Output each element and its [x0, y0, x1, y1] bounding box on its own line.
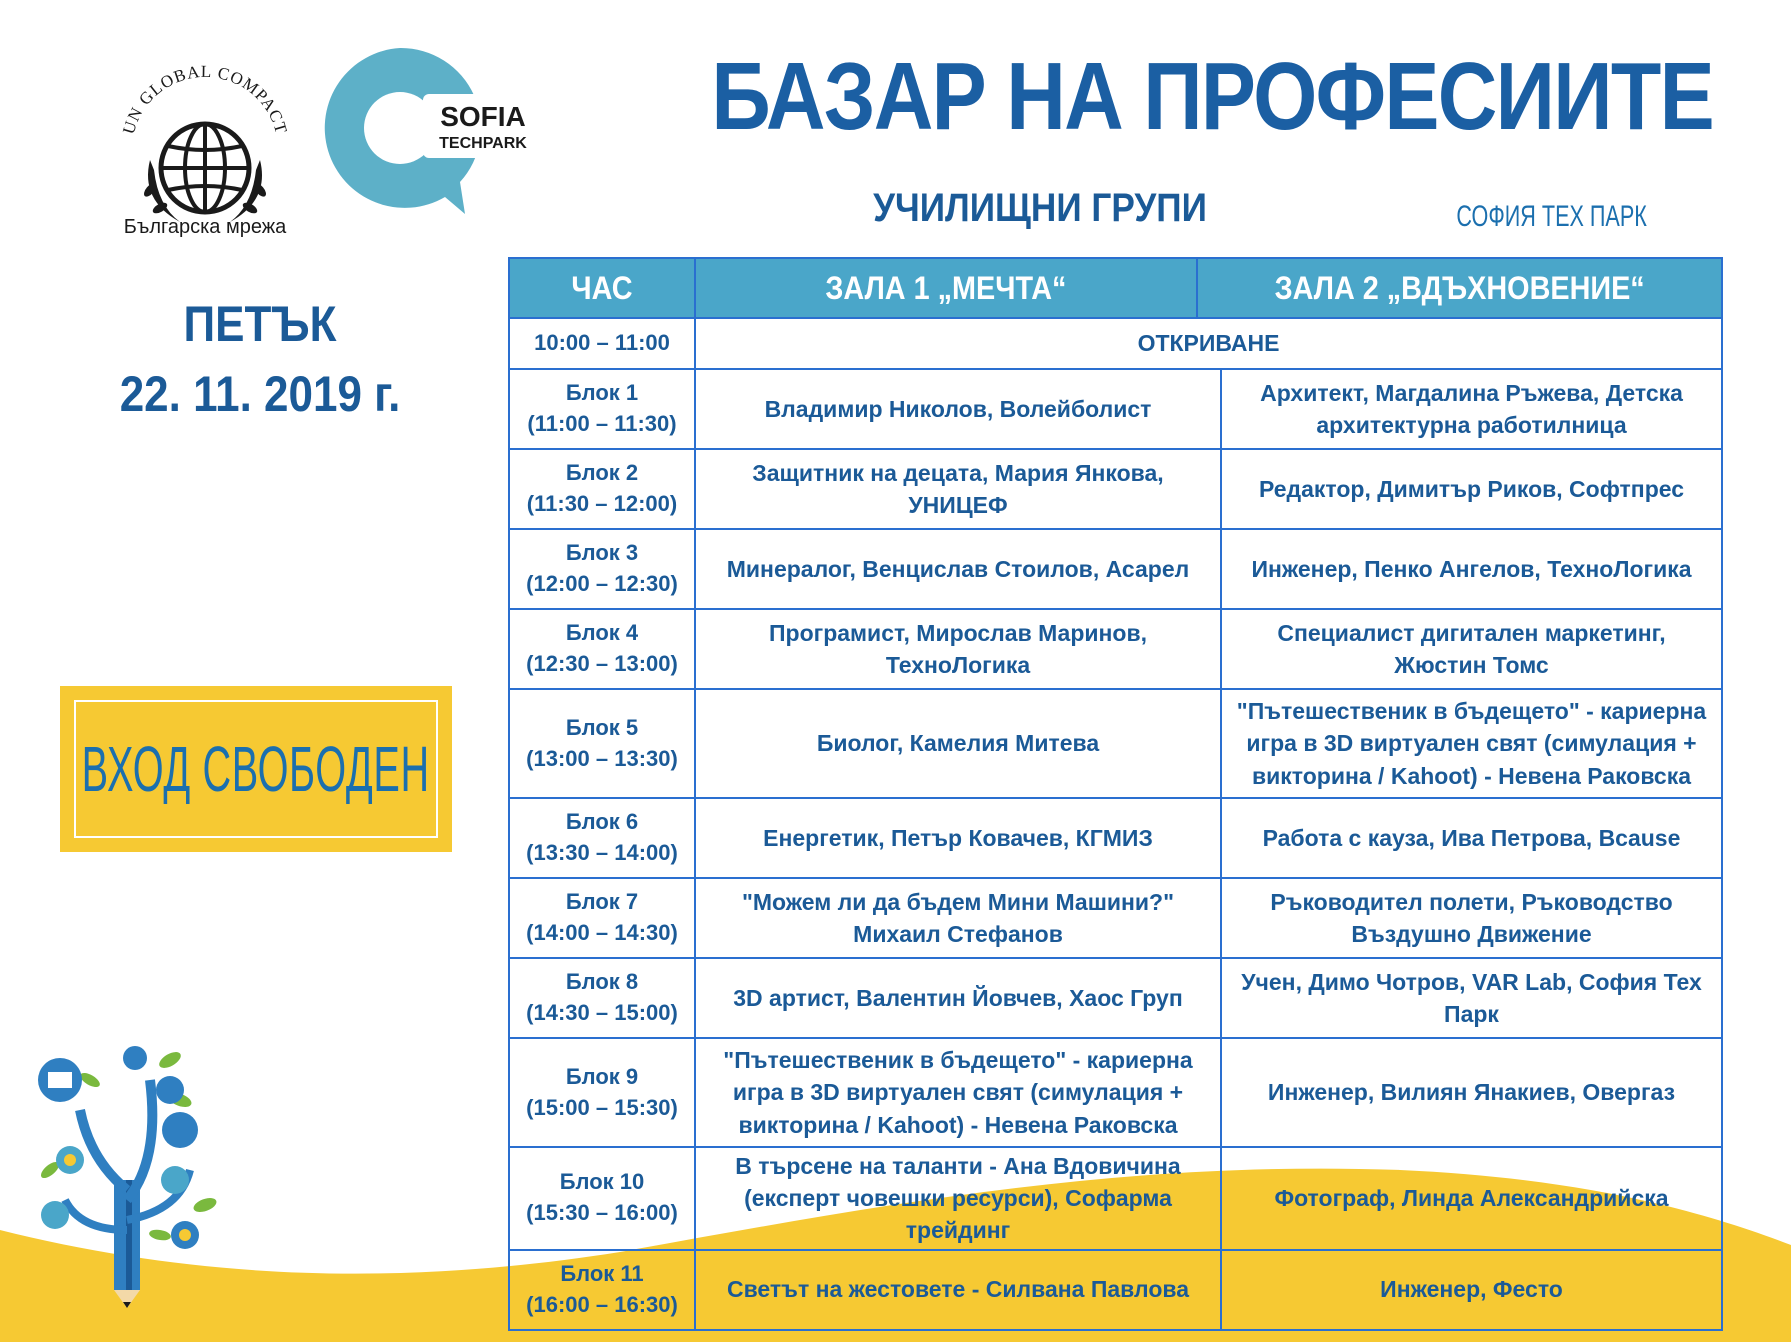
free-entry-badge-frame	[74, 700, 438, 838]
hall2-session: Учен, Димо Чотров, VAR Lab, София Тех Парк	[1221, 958, 1722, 1038]
hall1-session: Владимир Николов, Волейболист	[695, 369, 1221, 449]
globe-icon	[161, 124, 249, 212]
table-row	[509, 609, 1722, 689]
hall2-session: Работа с кауза, Ива Петрова, Bcause	[1221, 798, 1722, 878]
hall1-session: Светът на жестовете - Силвана Павлова	[695, 1250, 1221, 1330]
block-time-cell: Блок 11 (16:00 – 16:30)	[509, 1250, 695, 1330]
column-header-halls	[695, 258, 1722, 318]
block-time-cell: Блок 4 (12:30 – 13:00)	[509, 609, 695, 689]
table-row	[509, 798, 1722, 878]
table-row	[509, 1038, 1722, 1147]
table-row	[509, 958, 1722, 1038]
block-time-cell: Блок 5 (13:00 – 13:30)	[509, 689, 695, 798]
career-tree-illustration	[30, 1040, 230, 1310]
hall2-session: Инженер, Фесто	[1221, 1250, 1722, 1330]
schedule-table	[508, 257, 1723, 1331]
free-entry-label: ВХОД СВОБОДЕН	[81, 733, 431, 805]
hall2-session: Инженер, Вилиян Янакиев, Овергаз	[1221, 1038, 1722, 1147]
block-time-cell: Блок 2 (11:30 – 12:00)	[509, 449, 695, 529]
block-time-cell: Блок 10 (15:30 – 16:00)	[509, 1147, 695, 1250]
schedule-header-row	[509, 258, 1722, 318]
hall2-session: "Пътешественик в бъдещето" - кариерна игра в 3D виртуален свят (симулация + викторина / Kahoot) - Невена Раковска	[1221, 689, 1722, 798]
table-row	[509, 1147, 1722, 1250]
hall1-session: 3D артист, Валентин Йовчев, Хаос Груп	[695, 958, 1221, 1038]
block-time-cell: Блок 1 (11:00 – 11:30)	[509, 369, 695, 449]
column-header-hall1: ЗАЛА 1 „МЕЧТА“	[696, 259, 1198, 317]
sofia-techpark-line1: SOFIA	[440, 101, 526, 132]
hall1-session: Минералог, Венцислав Стоилов, Асарел	[695, 529, 1221, 609]
hall2-session: Ръководител полети, Ръководство Въздушно Движение	[1221, 878, 1722, 958]
block-time-cell: Блок 9 (15:00 – 15:30)	[509, 1038, 695, 1147]
block-time-cell: Блок 7 (14:00 – 14:30)	[509, 878, 695, 958]
ungc-caption: Българска мрежа	[123, 216, 287, 238]
block-time-cell: Блок 3 (12:00 – 12:30)	[509, 529, 695, 609]
block-time-cell: Блок 6 (13:30 – 14:00)	[509, 798, 695, 878]
hall2-session: Архитект, Магдалина Ръжева, Детска архитектурна работилница	[1221, 369, 1722, 449]
hall1-session: "Можем ли да бъдем Мини Машини?" Михаил Стефанов	[695, 878, 1221, 958]
hall2-session: Редактор, Димитър Риков, Софтпрес	[1221, 449, 1722, 529]
ungc-arc-text: UN GLOBAL COMPACT	[118, 61, 292, 137]
hall2-session: Фотограф, Линда Александрийска	[1221, 1147, 1722, 1250]
column-header-time: ЧАС	[509, 258, 695, 318]
hall2-session: Специалист дигитален маркетинг, Жюстин Томс	[1221, 609, 1722, 689]
sofia-techpark-logo	[315, 42, 540, 217]
un-global-compact-logo	[110, 40, 300, 240]
table-row	[509, 689, 1722, 798]
hall1-session: В търсене на таланти - Ана Вдовичина (експерт човешки ресурси), Софарма трейдинг	[695, 1147, 1221, 1250]
hall1-session: Програмист, Мирослав Маринов, ТехноЛогика	[695, 609, 1221, 689]
table-row	[509, 529, 1722, 609]
table-row	[509, 1250, 1722, 1330]
opening-row	[509, 318, 1722, 369]
page-subtitle: УЧИЛИЩНИ ГРУПИ	[873, 186, 1207, 230]
sofia-techpark-line2: TECHPARK	[439, 135, 527, 152]
free-entry-badge	[60, 686, 452, 852]
opening-label: ОТКРИВАНЕ	[695, 318, 1722, 369]
pencil-trunk-icon	[65, 1080, 190, 1308]
hall1-session: "Пътешественик в бъдещето" - кариерна игра в 3D виртуален свят (симулация + викторина / Kahoot) - Невена Раковска	[695, 1038, 1221, 1147]
venue-label: СОФИЯ ТЕХ ПАРК	[1456, 200, 1647, 233]
hall1-session: Биолог, Камелия Митева	[695, 689, 1221, 798]
hall1-session: Енергетик, Петър Ковачев, КГМИЗ	[695, 798, 1221, 878]
block-time-cell: Блок 8 (14:30 – 15:00)	[509, 958, 695, 1038]
event-day: ПЕТЪК	[183, 296, 337, 352]
event-date: 22. 11. 2019 г.	[119, 366, 401, 422]
page-title: БАЗАР НА ПРОФЕСИИТЕ	[711, 43, 1713, 150]
table-row	[509, 369, 1722, 449]
hall1-session: Защитник на децата, Мария Янкова, УНИЦЕФ	[695, 449, 1221, 529]
opening-time: 10:00 – 11:00	[509, 318, 695, 369]
table-row	[509, 449, 1722, 529]
hall2-session: Инженер, Пенко Ангелов, ТехноЛогика	[1221, 529, 1722, 609]
table-row	[509, 878, 1722, 958]
column-header-hall2: ЗАЛА 2 „ВДЪХНОВЕНИЕ“	[1274, 269, 1645, 306]
